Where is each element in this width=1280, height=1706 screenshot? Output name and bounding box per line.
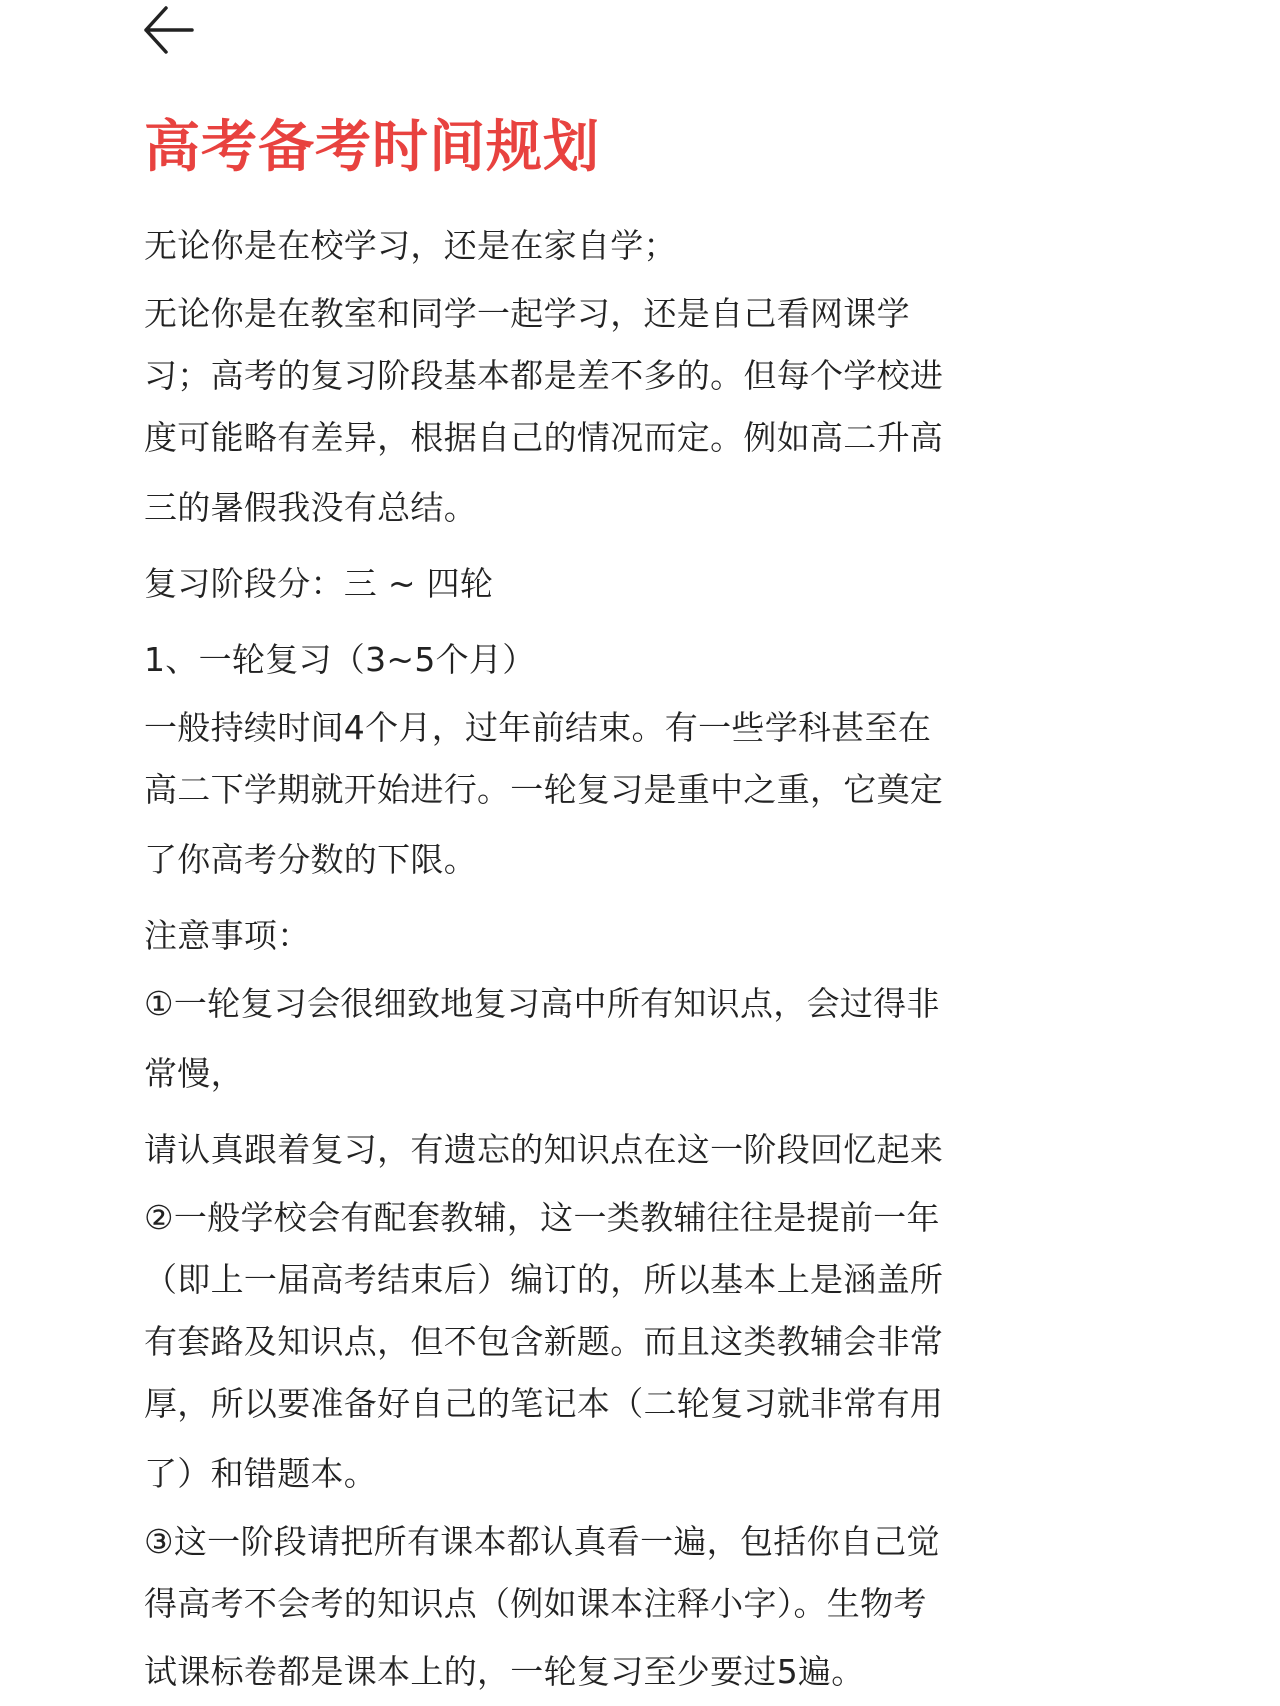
back-button[interactable] [140, 2, 200, 58]
page-title: 高考备考时间规划 [144, 115, 600, 180]
subsection-heading: 1、一轮复习（3~5个月） [144, 640, 536, 679]
list-item-line: 请认真跟着复习，有遗忘的知识点在这一阶段回忆起来 [144, 1130, 944, 1169]
paragraph-line: 无论你是在校学习，还是在家自学； [144, 226, 677, 265]
section-heading: 复习阶段分：三 ~ 四轮 [144, 564, 494, 603]
paragraph-line: 无论你是在教室和同学一起学习，还是自己看网课学 [144, 294, 910, 333]
list-item-line: ③这一阶段请把所有课本都认真看一遍，包括你自己觉 [144, 1522, 940, 1561]
paragraph-line: 了你高考分数的下限。 [144, 840, 477, 879]
list-item-line: 了）和错题本。 [144, 1454, 378, 1493]
list-item-line: 常慢， [144, 1054, 244, 1093]
paragraph-line: 三的暑假我没有总结。 [144, 488, 477, 527]
list-item-line: ②一般学校会有配套教辅，这一类教辅往往是提前一年 [144, 1198, 940, 1237]
paragraph-line: 一般持续时间4个月，过年前结束。有一些学科甚至在 [144, 708, 932, 747]
paragraph-line: 习；高考的复习阶段基本都是差不多的。但每个学校进 [144, 356, 944, 395]
arrow-left-icon [140, 2, 200, 58]
paragraph-line: 度可能略有差异，根据自己的情况而定。例如高二升高 [144, 418, 944, 457]
list-item-line: （即上一届高考结束后）编订的，所以基本上是涵盖所 [144, 1260, 944, 1299]
list-item-line: 得高考不会考的知识点（例如课本注释小字）。生物考 [144, 1584, 927, 1623]
list-item-line: 试课标卷都是课本上的，一轮复习至少要过5遍。 [144, 1652, 865, 1691]
notes-heading: 注意事项： [144, 916, 311, 955]
list-item-line: 厚，所以要准备好自己的笔记本（二轮复习就非常有用 [144, 1384, 944, 1423]
list-item-line: 有套路及知识点，但不包含新题。而且这类教辅会非常 [144, 1322, 944, 1361]
list-item-line: ①一轮复习会很细致地复习高中所有知识点，会过得非 [144, 984, 940, 1023]
paragraph-line: 高二下学期就开始进行。一轮复习是重中之重，它奠定 [144, 770, 944, 809]
